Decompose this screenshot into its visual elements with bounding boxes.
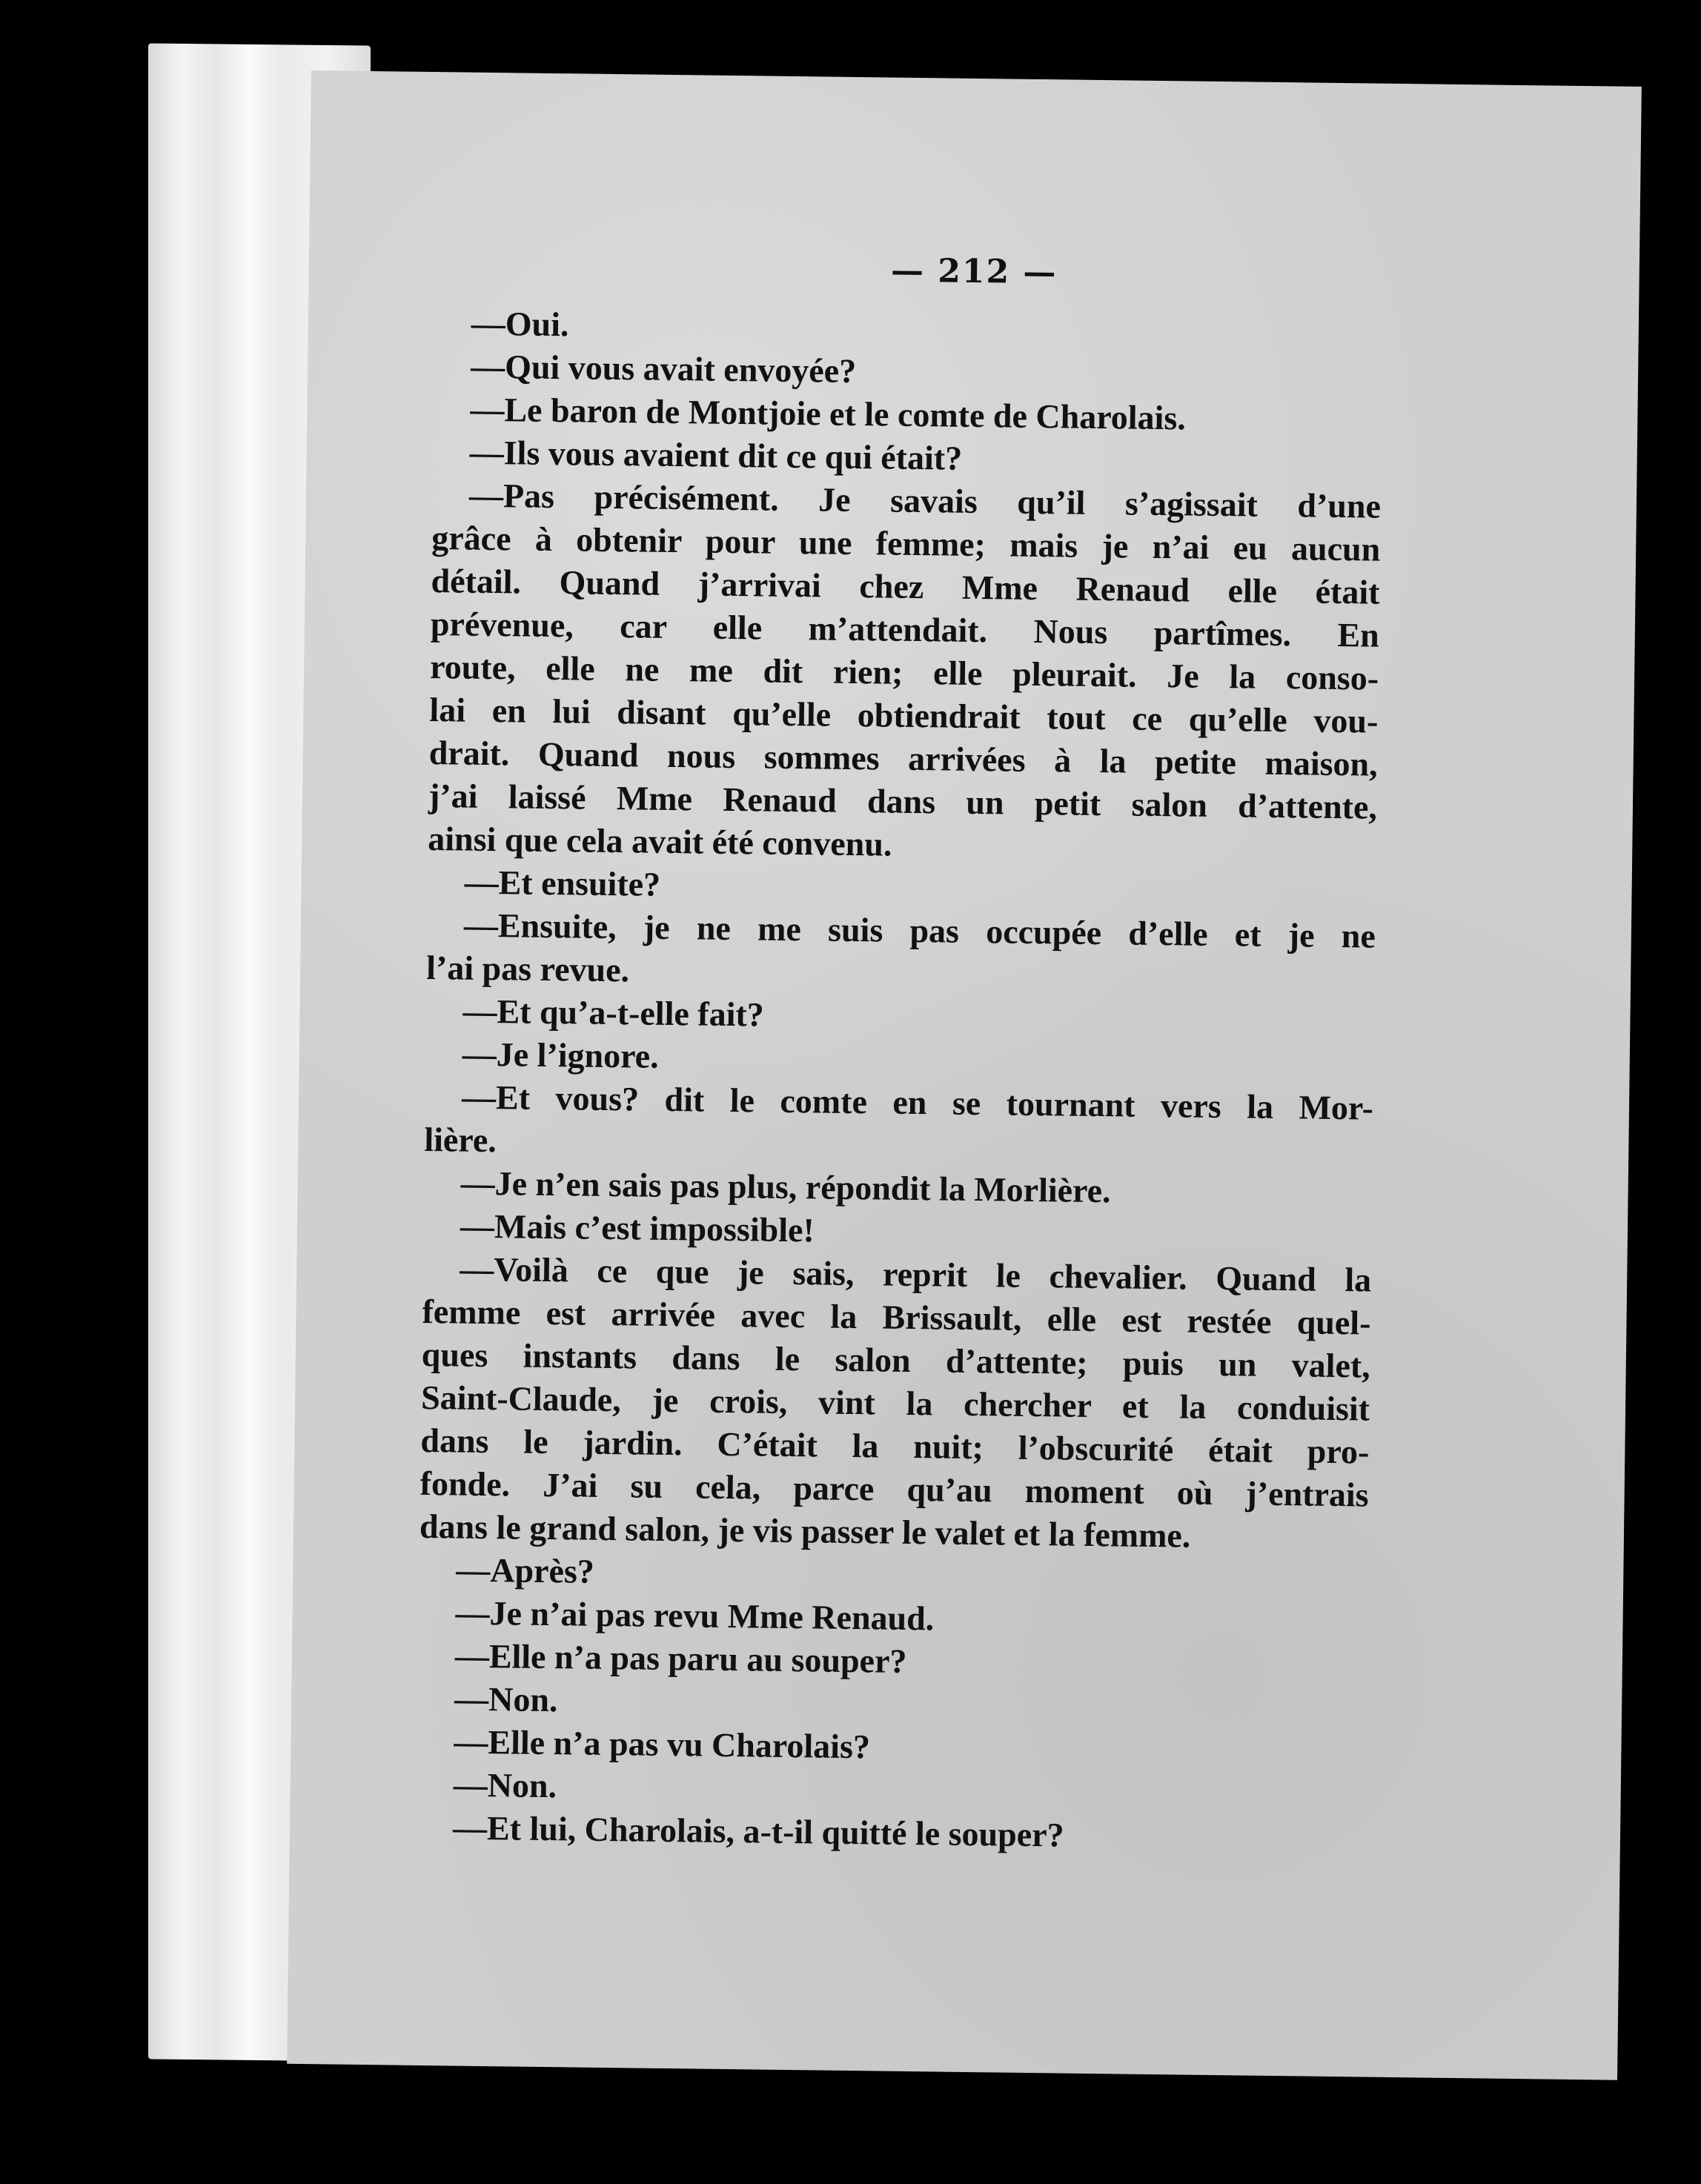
book-page: [287, 70, 1642, 2080]
text-line: ques instants dans le salon d’attente; puis un valet,: [421, 1335, 1371, 1385]
page-body-text: [416, 302, 1383, 1860]
text-line: ainsi que cela avait été convenu.: [428, 820, 892, 863]
text-line: —Oui.: [471, 304, 569, 344]
text-line: —Non.: [454, 1679, 558, 1719]
text-line: femme est arrivée avec la Brissault, elle est restée quel-: [422, 1292, 1371, 1342]
text-line: —Le baron de Montjoie et le comte de Charolais.: [470, 390, 1187, 437]
text-line: —Et lui, Charolais, a-t-il quitté le souper?: [452, 1808, 1064, 1854]
text-line: —Ensuite, je ne me suis pas occupée d’elle et je ne: [463, 906, 1376, 955]
text-line: lière.: [424, 1120, 497, 1160]
text-line: —Qui vous avait envoyée?: [470, 347, 857, 391]
text-line: lai en lui disant qu’elle obtiendrait tout ce qu’elle vou-: [429, 691, 1379, 740]
text-line: —Mais c’est impossible!: [460, 1206, 815, 1249]
page-number: — 212 —: [890, 251, 1058, 292]
text-line: —Je n’en sais pas plus, répondit la Morlière.: [460, 1164, 1111, 1210]
text-line: —Je l’ignore.: [462, 1035, 659, 1075]
text-line: —Et ensuite?: [464, 863, 661, 903]
text-line: route, elle ne me dit rien; elle pleurait. Je la conso-: [429, 648, 1379, 697]
text-line: —Ils vous avaient dit ce qui était?: [469, 433, 963, 477]
text-line: dans le grand salon, je vis passer le valet et la femme.: [419, 1507, 1191, 1555]
text-line: —Voilà ce que je sais, reprit le chevalier. Quand la: [459, 1249, 1372, 1299]
text-line: —Et vous? dit le comte en se tournant vers la Mor-: [461, 1078, 1374, 1127]
text-line: drait. Quand nous sommes arrivées à la petite maison,: [428, 734, 1378, 783]
text-line: dans le jardin. C’était la nuit; l’obscurité était pro-: [420, 1421, 1370, 1471]
text-line: —Et qu’a-t-elle fait?: [462, 992, 765, 1034]
text-line: —Pas précisément. Je savais qu’il s’agissait d’une: [468, 476, 1382, 525]
text-line: —Elle n’a pas paru au souper?: [454, 1636, 907, 1680]
text-line: grâce à obtenir pour une femme; mais je n’ai eu aucun: [431, 519, 1381, 568]
text-line: fonde. J’ai su cela, parce qu’au moment où j’entrais: [420, 1464, 1369, 1514]
text-line: prévenue, car elle m’attendait. Nous partîmes. En: [430, 605, 1380, 654]
text-line: —Non.: [453, 1765, 557, 1805]
text-line: l’ai pas revue.: [425, 948, 630, 989]
text-line: j’ai laissé Mme Renaud dans un petit salon d’attente,: [428, 777, 1378, 826]
text-line: —Je n’ai pas revu Mme Renaud.: [455, 1593, 935, 1638]
text-line: —Après?: [455, 1550, 595, 1590]
text-line: Saint-Claude, je crois, vint la chercher et la conduisit: [420, 1378, 1370, 1428]
text-line: —Elle n’a pas vu Charolais?: [454, 1722, 871, 1766]
text-line: détail. Quand j’arrivai chez Mme Renaud elle était: [431, 562, 1380, 611]
